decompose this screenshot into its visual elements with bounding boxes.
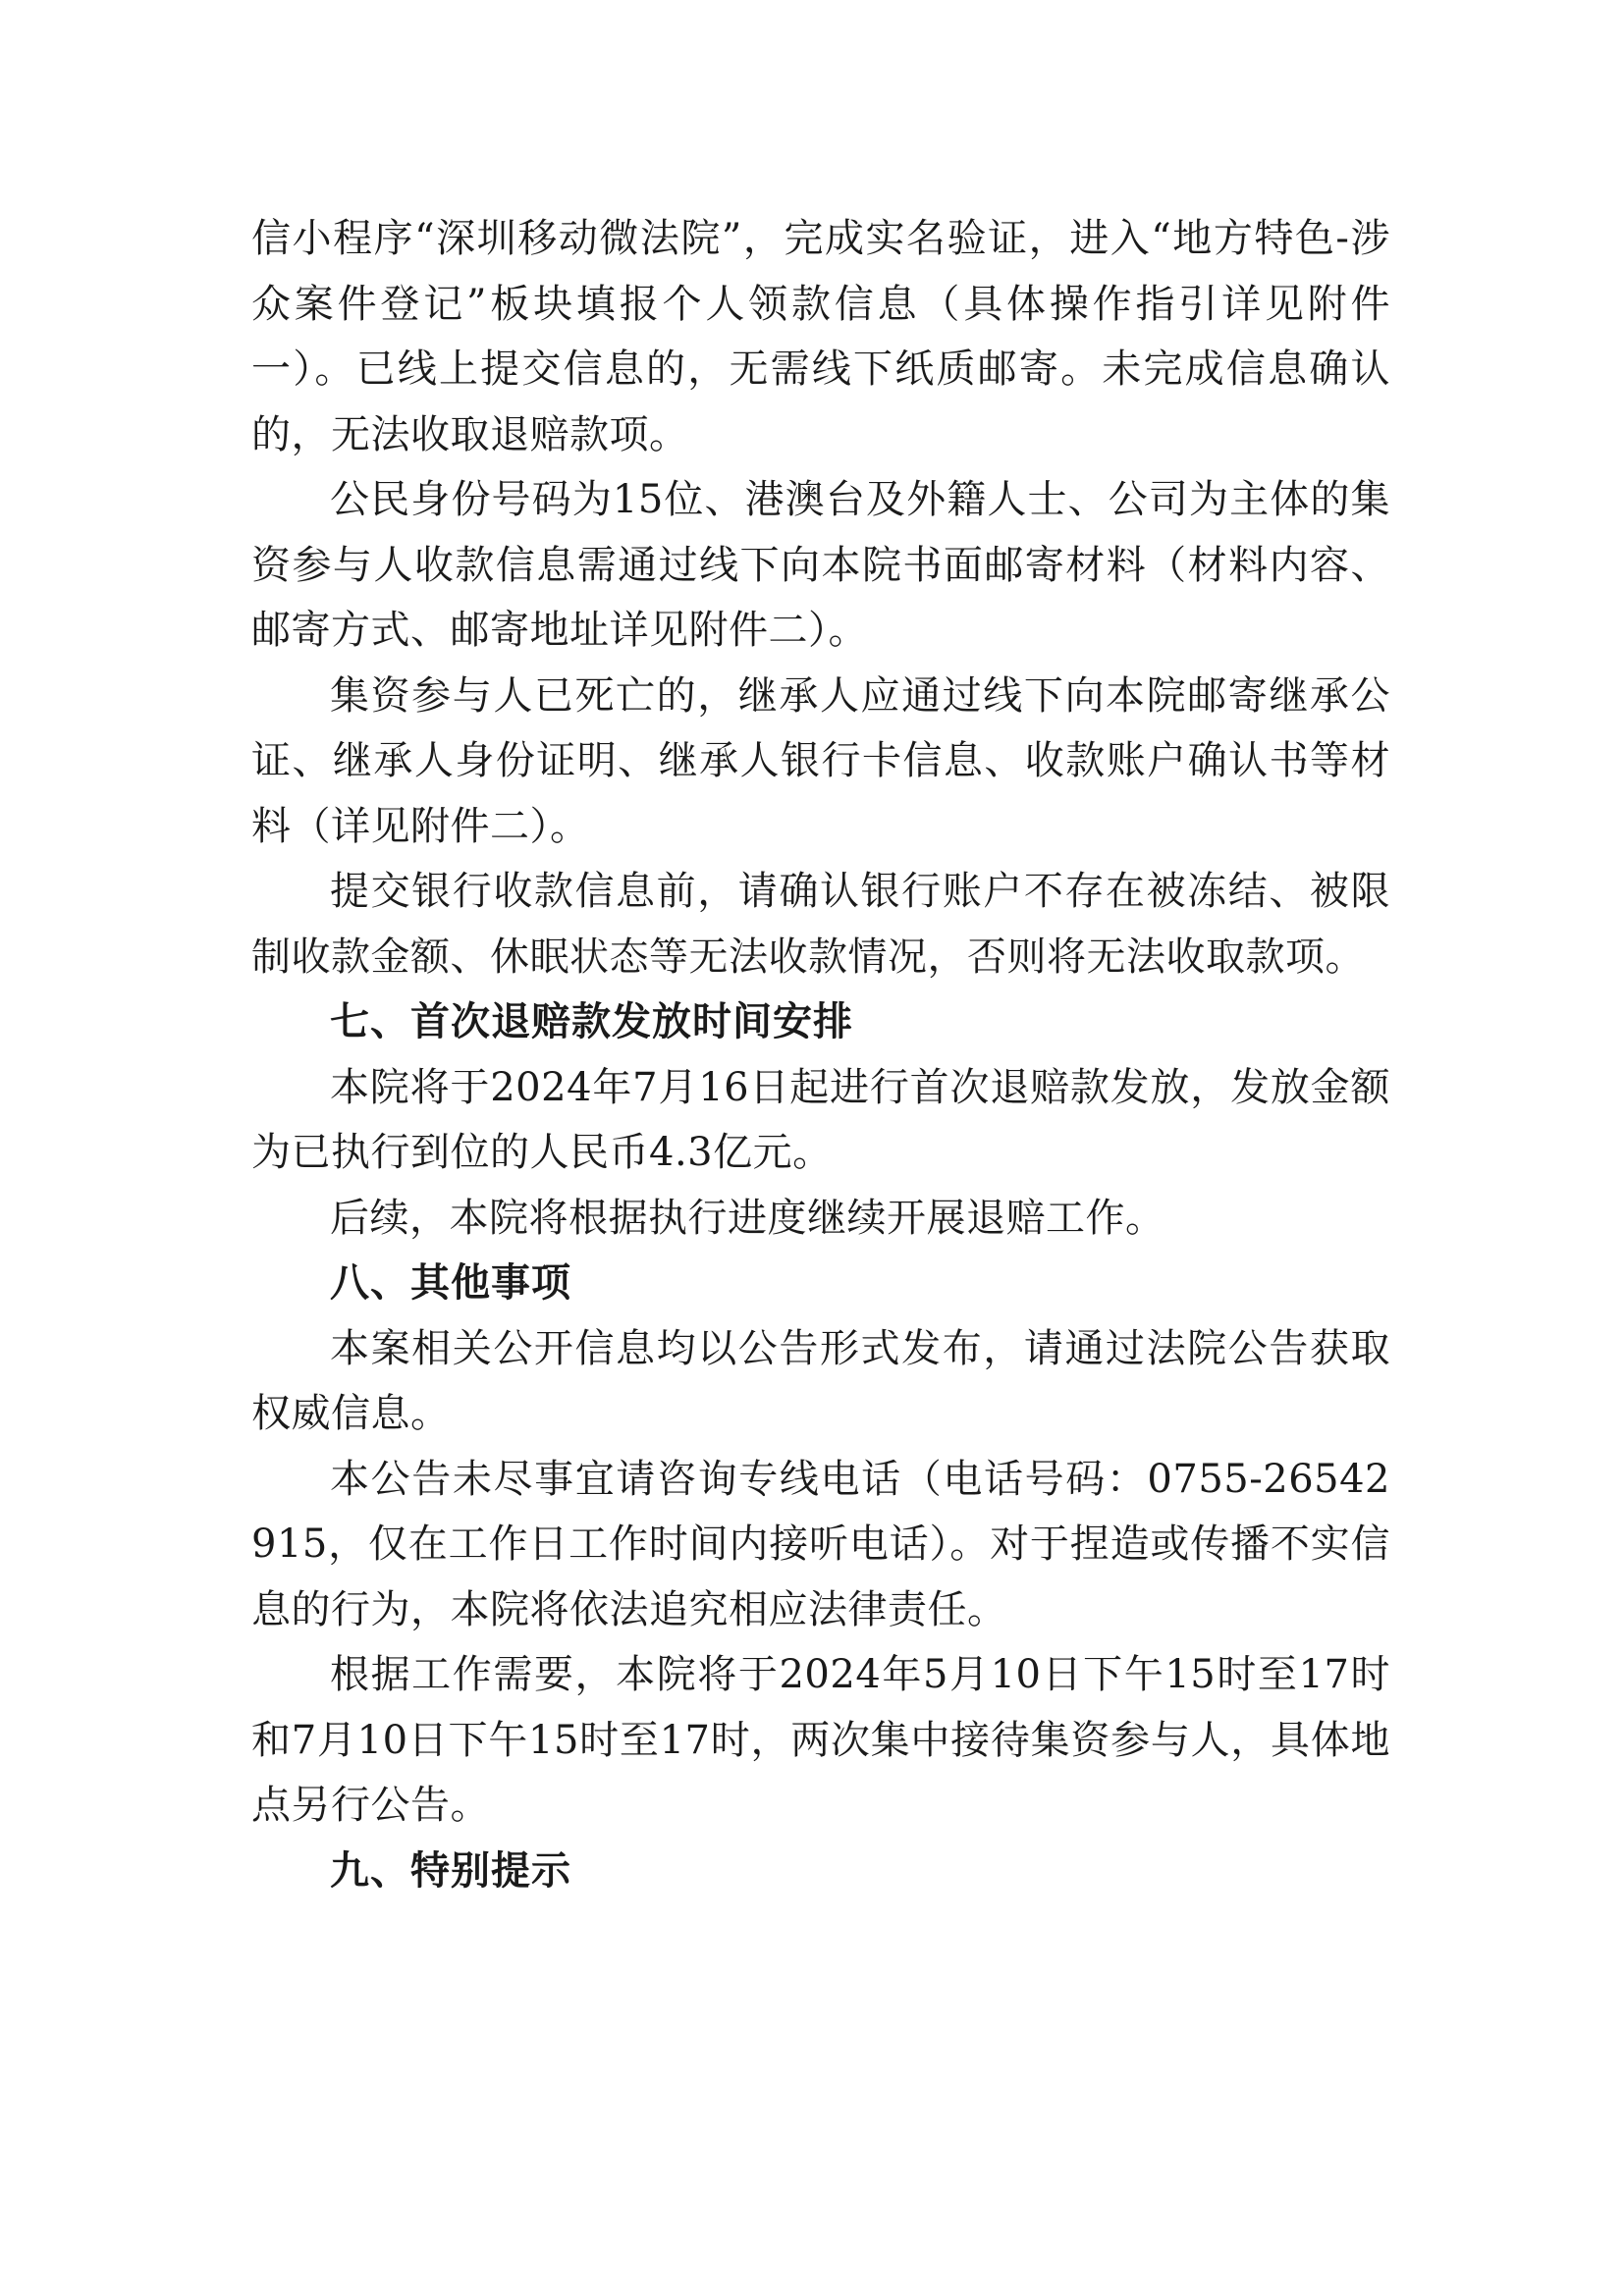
paragraph-offline-mailing: 公民身份号码为15位、港澳台及外籍人士、公司为主体的集资参与人收款信息需通过线下向本院书面邮寄材料（材料内容、邮寄方式、邮寄地址详见附件二）。 (251, 477, 1390, 653)
paragraph-online-submission: 信小程序“深圳移动微法院”，完成实名验证，进入“地方特色-涉众案件登记”板块填报个人领款信息（具体操作指引详见附件一）。已线上提交信息的，无需线下纸质邮寄。未完成信息确认的，无法收取退赔款项。 (251, 216, 1390, 457)
paragraph-public-info: 本案相关公开信息均以公告形式发布，请通过法院公告获取权威信息。 (251, 1325, 1390, 1436)
paragraph-follow-up: 后续，本院将根据执行进度继续开展退赔工作。 (330, 1195, 1165, 1241)
paragraph-hotline: 本公告未尽事宜请咨询专线电话（电话号码：0755-26542915，仅在工作日工作时间内接听电话）。对于捏造或传播不实信息的行为，本院将依法追究相应法律责任。 (251, 1456, 1390, 1632)
section-heading-nine: 九、特别提示 (330, 1847, 571, 1894)
section-heading-seven: 七、首次退赔款发放时间安排 (330, 999, 853, 1044)
section-heading-eight: 八、其他事项 (330, 1260, 571, 1306)
paragraph-bank-account-check: 提交银行收款信息前，请确认银行账户不存在被冻结、被限制收款金额、休眠状态等无法收款情况，否则将无法收取款项。 (251, 869, 1390, 980)
document-body (251, 206, 1390, 1903)
paragraph-deceased-participants: 集资参与人已死亡的，继承人应通过线下向本院邮寄继承公证、继承人身份证明、继承人银行卡信息、收款账户确认书等材料（详见附件二）。 (251, 672, 1390, 849)
paragraph-reception: 根据工作需要，本院将于2024年5月10日下午15时至17时和7月10日下午15时至17时，两次集中接待集资参与人，具体地点另行公告。 (251, 1652, 1390, 1828)
paragraph-first-payment: 本院将于2024年7月16日起进行首次退赔款发放，发放金额为已执行到位的人民币4.3亿元。 (251, 1064, 1390, 1175)
